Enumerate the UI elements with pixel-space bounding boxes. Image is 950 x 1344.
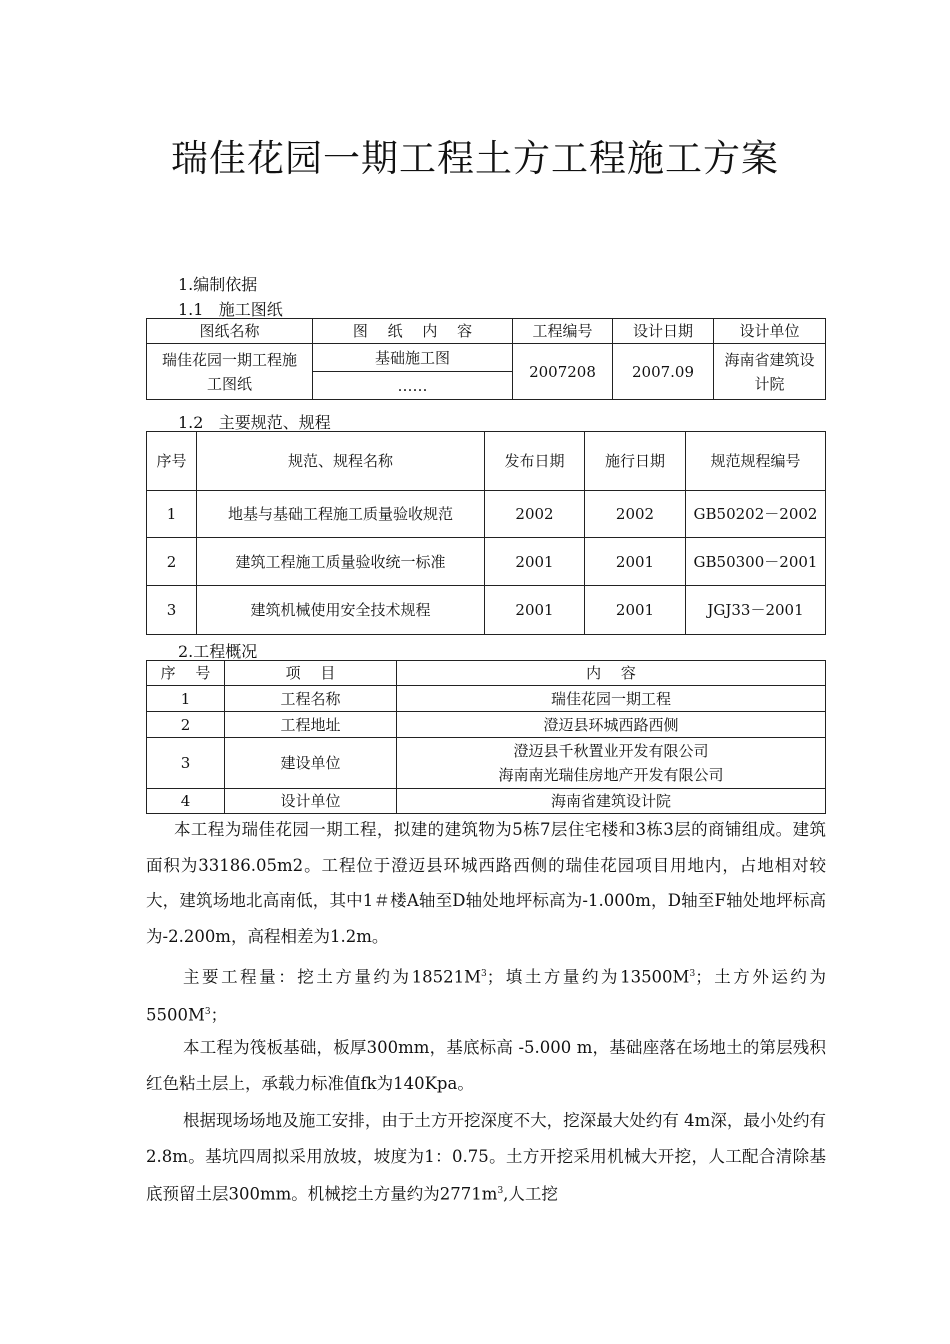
superscript: 3 <box>480 969 487 979</box>
table-header-cell: 发布日期 <box>485 432 585 491</box>
table-header-cell: 设计日期 <box>613 319 714 344</box>
table-cell: 2001 <box>585 586 686 635</box>
section-heading-overview: 2.工程概况 <box>178 642 258 661</box>
table-cell: 地基与基础工程施工质量验收规范 <box>197 491 485 538</box>
table-row <box>147 712 826 738</box>
table-cell: 建设单位 <box>225 738 397 789</box>
table-cell: 2001 <box>485 586 585 635</box>
table-row <box>147 538 826 586</box>
table-header-cell: 工程编号 <box>513 319 613 344</box>
document-title: 瑞佳花园一期工程土方工程施工方案 <box>171 137 779 180</box>
design-date-cell: 2007.09 <box>613 344 714 400</box>
project-number-cell: 2007208 <box>513 344 613 400</box>
table-cell: 澄迈县环城西路西侧 <box>397 712 826 738</box>
owner-company-1: 澄迈县千秋置业开发有限公司 <box>513 742 709 760</box>
superscript: 3 <box>204 1007 211 1017</box>
paragraph-foundation: 本工程为筏板基础，板厚300mm，基底标高 -5.000 m，基础座落在场地土的第层残积红色粘土层上，承载力标准值fk为140Kpa。 <box>146 1038 826 1093</box>
drawing-name-cell: 瑞佳花园一期工程施工图纸 <box>147 344 313 400</box>
table-cell: 3 <box>147 738 225 789</box>
quantity-excavation: 主要工程量：挖土方量约为18521M <box>183 967 481 987</box>
table-header-cell: 图 纸 内 容 <box>313 319 513 344</box>
excavation-text: 根据现场场地及施工安排，由于土方开挖深度不大，挖深最大处约有 4m深，最小处约有2.8m。基坑四周拟采用放坡，坡度为1：0.75。土方开挖采用机械大开挖，人工配合清除基底预留土层300mm。机械挖土方量约为2771m <box>146 1111 826 1204</box>
superscript: 3 <box>689 969 696 979</box>
table-header-cell: 施行日期 <box>585 432 686 491</box>
section-heading-basis: 1.编制依据 <box>178 275 258 294</box>
paragraph-project-description: 本工程为瑞佳花园一期工程，拟建的建筑物为5栋7层住宅楼和3栋3层的商铺组成。建筑面积为33186.05m2。工程位于澄迈县环城西路西侧的瑞佳花园项目用地内，占地相对较大，建筑场地北高南低，其中1＃楼A轴至D轴处地坪标高为-1.000m，D轴至F轴处地坪标高为-2.200m，高程相差为1.2m。 <box>146 820 826 946</box>
table-header-cell: 设计单位 <box>714 319 826 344</box>
table-cell <box>397 738 826 789</box>
table-header-cell: 序 号 <box>147 661 225 686</box>
table-row <box>147 738 826 789</box>
table-cell: 4 <box>147 789 225 814</box>
table-header-cell: 规范规程编号 <box>686 432 826 491</box>
drawing-content-cell: 基础施工图 <box>313 344 513 372</box>
table-row <box>147 686 826 712</box>
table-cell: 工程地址 <box>225 712 397 738</box>
drawing-content-cell: …… <box>313 372 513 400</box>
table-cell: 2001 <box>585 538 686 586</box>
superscript: 3 <box>497 1186 504 1196</box>
table-cell: 2 <box>147 538 197 586</box>
section-heading-drawings: 1.1 施工图纸 <box>178 300 283 319</box>
table-header-cell: 序号 <box>147 432 197 491</box>
table-cell: 1 <box>147 686 225 712</box>
table-cell: JGJ33－2001 <box>686 586 826 635</box>
table-header-cell: 项 目 <box>225 661 397 686</box>
quantity-fill: ；填土方量约为13500M <box>486 967 690 987</box>
table-header-cell: 图纸名称 <box>147 319 313 344</box>
excavation-text-tail: ,人工挖 <box>503 1184 558 1204</box>
table-cell: 2002 <box>485 491 585 538</box>
drawings-table <box>146 318 826 400</box>
table-cell: 海南省建筑设计院 <box>397 789 826 814</box>
table-cell: 1 <box>147 491 197 538</box>
table-header-cell: 规范、规程名称 <box>197 432 485 491</box>
table-row <box>147 586 826 635</box>
section-heading-standards: 1.2 主要规范、规程 <box>178 413 331 432</box>
table-cell: 2001 <box>485 538 585 586</box>
table-cell: 2 <box>147 712 225 738</box>
punctuation: ； <box>210 1005 228 1025</box>
table-cell: GB50202－2002 <box>686 491 826 538</box>
quantity-haul: ；土方外运约为5500M <box>146 967 826 1025</box>
table-cell: 3 <box>147 586 197 635</box>
paragraph-excavation-plan <box>146 1103 826 1212</box>
table-row <box>147 789 826 814</box>
table-cell: 建筑工程施工质量验收统一标准 <box>197 538 485 586</box>
table-cell: 工程名称 <box>225 686 397 712</box>
table-cell: 建筑机械使用安全技术规程 <box>197 586 485 635</box>
paragraph-quantities <box>146 957 826 1033</box>
table-cell: 设计单位 <box>225 789 397 814</box>
table-cell: 2002 <box>585 491 686 538</box>
table-cell: GB50300－2001 <box>686 538 826 586</box>
owner-company-2: 海南南光瑞佳房地产开发有限公司 <box>498 766 724 784</box>
table-header-cell: 内 容 <box>397 661 826 686</box>
overview-table <box>146 660 826 814</box>
design-unit-cell: 海南省建筑设计院 <box>714 344 826 400</box>
table-cell: 瑞佳花园一期工程 <box>397 686 826 712</box>
table-row <box>147 491 826 538</box>
standards-table <box>146 431 826 635</box>
